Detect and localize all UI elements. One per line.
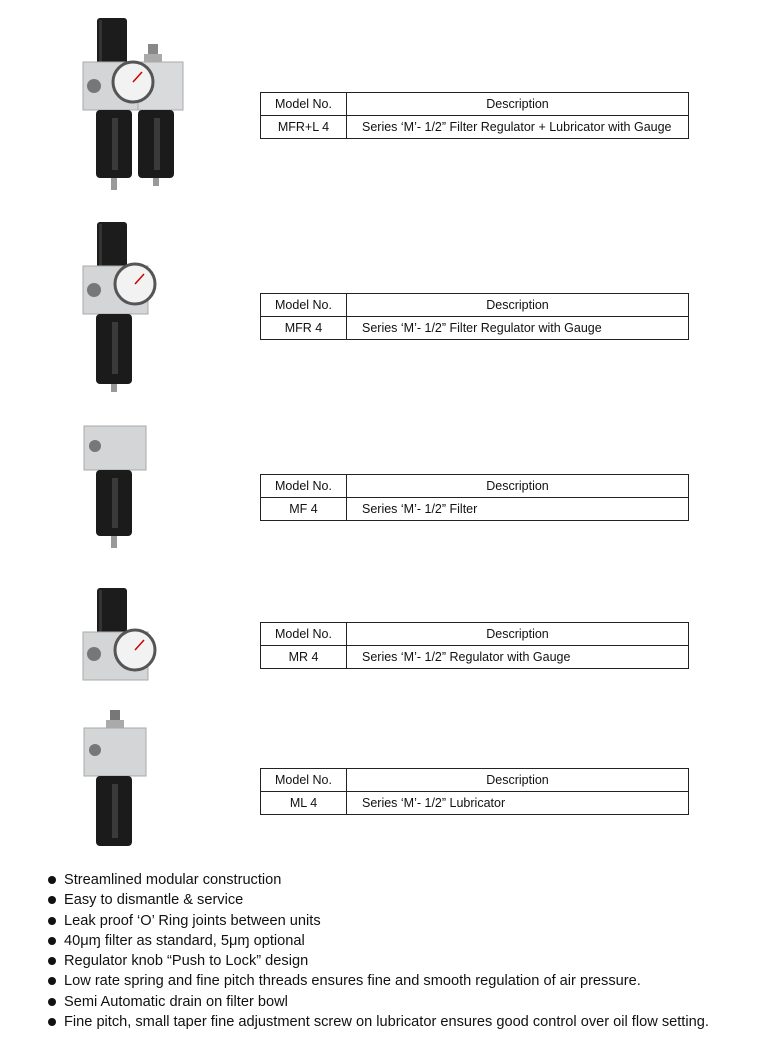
product-spec-table <box>260 474 689 521</box>
model-header: Model No. <box>261 475 347 498</box>
model-number: MFR 4 <box>261 317 347 340</box>
description-header: Description <box>347 93 689 116</box>
model-header: Model No. <box>261 93 347 116</box>
filter-regulator-image <box>78 218 158 394</box>
feature-text: Semi Automatic drain on filter bowl <box>64 993 288 1010</box>
feature-text: Leak proof ‘O’ Ring joints between units <box>64 912 321 929</box>
product-spec-table <box>260 768 689 815</box>
bullet-icon <box>48 876 56 884</box>
bullet-icon <box>48 977 56 985</box>
product-description: Series ‘M’- 1/2” Filter Regulator with Gauge <box>347 317 689 340</box>
regulator-image <box>78 584 160 686</box>
product-description: Series ‘M’- 1/2” Filter Regulator + Lubricator with Gauge <box>347 116 689 139</box>
filter-regulator-lubricator-image <box>78 14 190 194</box>
feature-item <box>46 931 709 951</box>
bullet-icon <box>48 917 56 925</box>
feature-text: Fine pitch, small taper fine adjustment screw on lubricator ensures good control over oil flow setting. <box>64 1014 709 1031</box>
description-header: Description <box>347 623 689 646</box>
filter-image <box>82 424 148 552</box>
product-spec-table <box>260 293 689 340</box>
feature-item <box>46 992 709 1012</box>
lubricator-image <box>82 708 148 852</box>
description-header: Description <box>347 475 689 498</box>
model-header: Model No. <box>261 294 347 317</box>
description-header: Description <box>347 769 689 792</box>
bullet-icon <box>48 998 56 1006</box>
feature-item <box>46 971 709 991</box>
feature-item <box>46 890 709 910</box>
product-spec-table <box>260 92 689 139</box>
feature-item <box>46 951 709 971</box>
bullet-icon <box>48 1018 56 1026</box>
feature-text: Streamlined modular construction <box>64 872 282 888</box>
model-number: ML 4 <box>261 792 347 815</box>
model-number: MF 4 <box>261 498 347 521</box>
model-header: Model No. <box>261 769 347 792</box>
product-description: Series ‘M’- 1/2” Filter <box>347 498 689 521</box>
feature-text: 40μɱ filter as standard, 5μɱ optional <box>64 932 305 949</box>
model-number: MFR+L 4 <box>261 116 347 139</box>
feature-item <box>46 870 709 890</box>
feature-list <box>46 870 709 1032</box>
model-number: MR 4 <box>261 646 347 669</box>
bullet-icon <box>48 896 56 904</box>
product-spec-table <box>260 622 689 669</box>
feature-text: Easy to dismantle & service <box>64 892 244 909</box>
description-header: Description <box>347 294 689 317</box>
product-description: Series ‘M’- 1/2” Regulator with Gauge <box>347 646 689 669</box>
bullet-icon <box>48 937 56 945</box>
feature-item <box>46 1012 709 1032</box>
feature-text: Low rate spring and fine pitch threads ensures fine and smooth regulation of air pressure. <box>64 973 641 990</box>
model-header: Model No. <box>261 623 347 646</box>
feature-text: Regulator knob “Push to Lock” design <box>64 953 309 970</box>
feature-item <box>46 911 709 931</box>
product-description: Series ‘M’- 1/2” Lubricator <box>347 792 689 815</box>
bullet-icon <box>48 957 56 965</box>
